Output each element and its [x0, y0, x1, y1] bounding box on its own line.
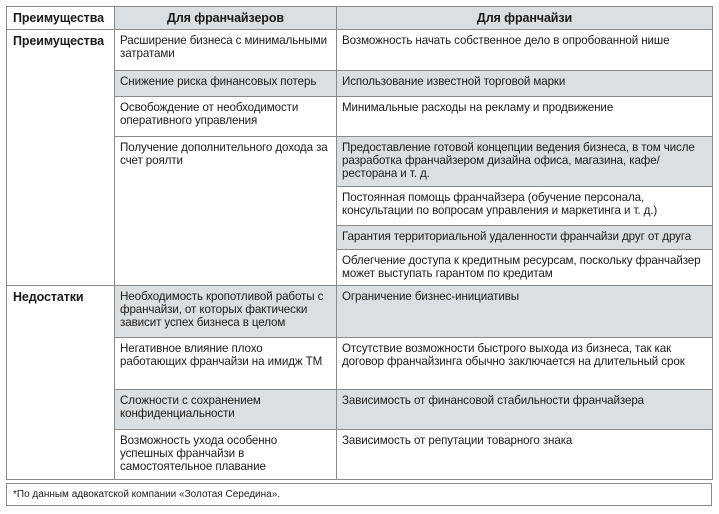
table-row [7, 286, 713, 338]
franchisee-disadvantage: Зависимость от репутации товарного знака [337, 430, 713, 480]
franchisee-advantage: Минимальные расходы на рекламу и продвижение [337, 97, 713, 137]
category-advantages: Преимущества [7, 30, 115, 286]
header-category: Преимущества [7, 7, 115, 30]
header-franchisor: Для франчайзеров [115, 7, 337, 30]
franchisor-advantage: Освобождение от необходимости оперативного управления [115, 97, 337, 137]
franchisee-disadvantage: Отсутствие возможности быстрого выхода из бизнеса, так как договор франчайзинга обычно заключается на длительный срок [337, 338, 713, 390]
table-row [7, 30, 713, 71]
franchisor-disadvantage: Сложности с сохранением конфиденциальности [115, 390, 337, 430]
category-disadvantages: Недостатки [7, 286, 115, 480]
franchisor-disadvantage: Необходимость кропотливой работы с франчайзи, от которых фактически зависит успех бизнеса в целом [115, 286, 337, 338]
header-row [7, 7, 713, 30]
franchisee-advantage: Облегчение доступа к кредитным ресурсам, поскольку франчайзер может выступать гарантом по кредитам [337, 250, 713, 286]
franchisor-advantage: Получение дополнительного дохода за счет роялти [115, 137, 337, 286]
franchisor-advantage: Снижение риска финансовых потерь [115, 71, 337, 97]
franchisee-disadvantage: Зависимость от финансовой стабильности франчайзера [337, 390, 713, 430]
franchisor-disadvantage: Негативное влияние плохо работающих франчайзи на имидж ТМ [115, 338, 337, 390]
franchisee-advantage: Возможность начать собственное дело в опробованной нише [337, 30, 713, 71]
footnote: *По данным адвокатской компании «Золотая Середина». [6, 483, 712, 506]
franchisee-advantage: Гарантия территориальной удаленности франчайзи друг от друга [337, 226, 713, 250]
franchisor-disadvantage: Возможность ухода особенно успешных франчайзи в самостоятельное плавание [115, 430, 337, 480]
franchisee-advantage: Предоставление готовой концепции ведения бизнеса, в том числе разработка франчайзером дизайна офиса, магазина, кафе/ресторана и т. д. [337, 137, 713, 187]
franchisee-disadvantage: Ограничение бизнес-инициативы [337, 286, 713, 338]
franchisee-advantage: Использование известной торговой марки [337, 71, 713, 97]
header-franchisee: Для франчайзи [337, 7, 713, 30]
comparison-table [6, 6, 713, 480]
franchisee-advantage: Постоянная помощь франчайзера (обучение персонала, консультации по вопросам управления и маркетинга и т. д.) [337, 187, 713, 226]
franchisor-advantage: Расширение бизнеса с минимальными затратами [115, 30, 337, 71]
